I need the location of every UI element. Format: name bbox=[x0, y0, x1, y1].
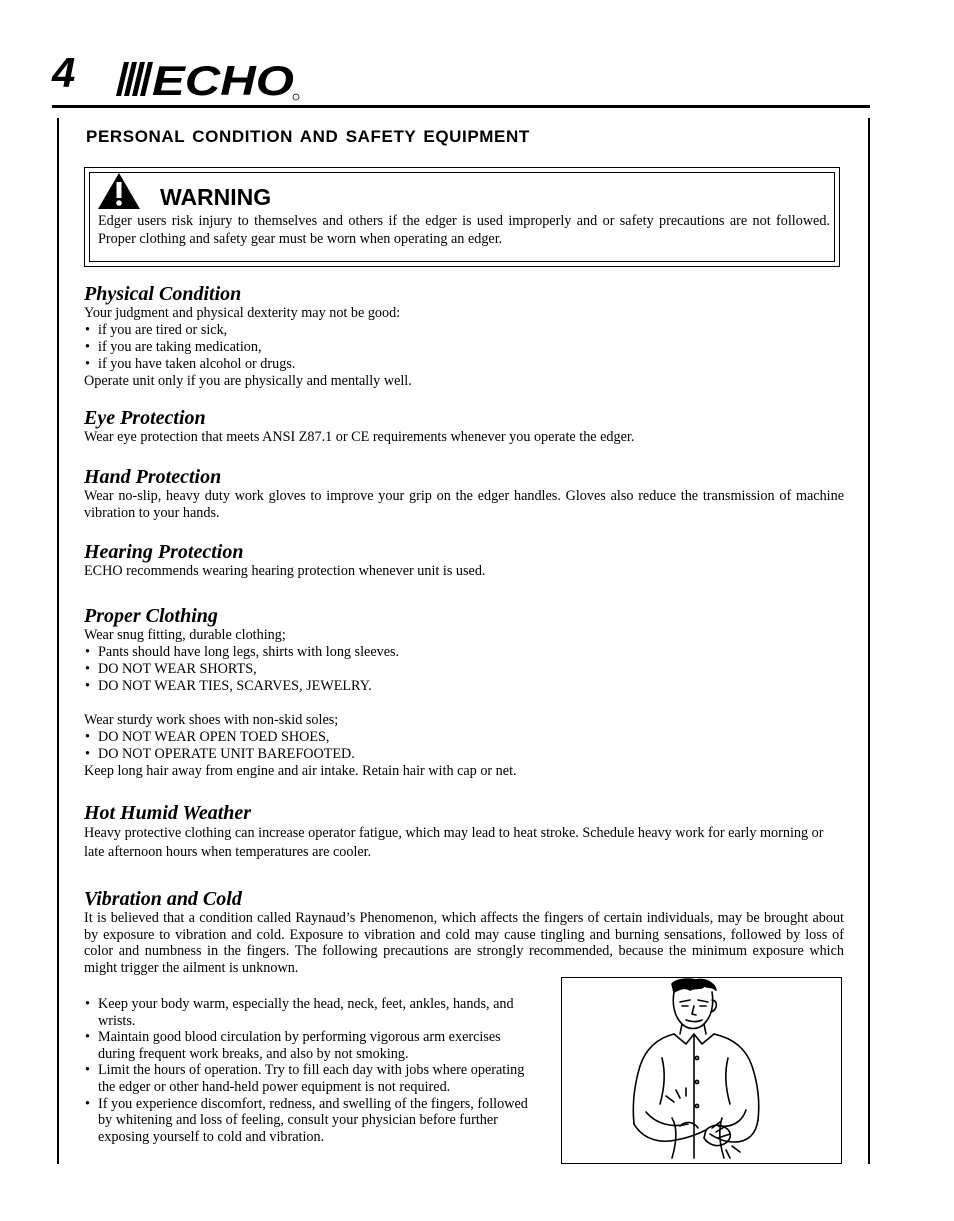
proper-clothing-outro: Keep long hair away from engine and air intake. Retain hair with cap or net. bbox=[84, 763, 517, 779]
hearing-protection-text: ECHO recommends wearing hearing protection whenever unit is used. bbox=[84, 563, 486, 579]
list-item: • DO NOT WEAR TIES, SCARVES, JEWELRY. bbox=[84, 678, 844, 695]
warning-text: Edger users risk injury to themselves and others if the edger is used improperly and or safety precautions are not followed. Proper clothing and safety gear must be worn when operating an edger. bbox=[98, 213, 830, 247]
list-item: • DO NOT WEAR OPEN TOED SHOES, bbox=[84, 729, 844, 746]
list-item: • Maintain good blood circulation by performing vigorous arm exercises during frequent work breaks, and also by not smoking. bbox=[84, 1029, 532, 1062]
hearing-protection-heading: Hearing Protection bbox=[84, 541, 244, 563]
physical-condition-heading: Physical Condition bbox=[84, 283, 242, 305]
warning-triangle-icon bbox=[96, 171, 142, 211]
eye-protection-text: Wear eye protection that meets ANSI Z87.1 or CE requirements whenever you operate the edger. bbox=[84, 429, 635, 445]
hand-protection-text: Wear no-slip, heavy duty work gloves to improve your grip on the edger handles. Gloves also reduce the transmission of machine vibration to your hands. bbox=[84, 488, 844, 521]
shoes-intro: Wear sturdy work shoes with non-skid soles; bbox=[84, 712, 339, 728]
hearing-protection-section bbox=[84, 541, 844, 580]
hot-weather-text: Heavy protective clothing can increase operator fatigue, which may lead to heat stroke. Schedule heavy work for early morning or late afternoon hours when temperatures are cooler. bbox=[84, 825, 824, 860]
vibration-cold-section bbox=[84, 888, 844, 976]
header-rule bbox=[52, 105, 870, 108]
proper-clothing-intro: Wear snug fitting, durable clothing; bbox=[84, 627, 286, 643]
echo-logo bbox=[112, 58, 304, 102]
vibration-precautions-list bbox=[84, 996, 532, 1145]
section-title: PERSONAL CONDITION AND SAFETY EQUIPMENT bbox=[86, 127, 530, 146]
list-item: • Pants should have long legs, shirts with long sleeves. bbox=[84, 644, 844, 661]
echo-logo-text: ECHO bbox=[152, 58, 294, 102]
man-rubbing-hands-illustration bbox=[562, 978, 843, 1165]
hand-protection-heading: Hand Protection bbox=[84, 466, 222, 488]
vibration-cold-text: It is believed that a condition called Raynaud’s Phenomenon, which affects the fingers of certain individuals, may be brought about by exposure to vibration and cold. Exposure to vibration and cold may cause tingling and burning sensations, followed by loss of color and numbness in the fingers. The following precautions are strongly recommended, because the minimum exposure which might trigger the ailment is unknown. bbox=[84, 910, 844, 976]
physical-condition-list bbox=[84, 322, 844, 373]
list-item: • DO NOT WEAR SHORTS, bbox=[84, 661, 844, 678]
list-item: • if you have taken alcohol or drugs. bbox=[84, 356, 844, 373]
physical-condition-outro: Operate unit only if you are physically and mentally well. bbox=[84, 373, 412, 389]
list-item: • if you are taking medication, bbox=[84, 339, 844, 356]
list-item: • if you are tired or sick, bbox=[84, 322, 844, 339]
vibration-precautions bbox=[84, 996, 532, 1145]
list-item: • Keep your body warm, especially the head, neck, feet, ankles, hands, and wrists. bbox=[84, 996, 532, 1029]
list-item: • Limit the hours of operation. Try to fill each day with jobs where operating the edger or other hand-held power equipment is not required. bbox=[84, 1062, 532, 1095]
hot-weather-section bbox=[84, 802, 844, 862]
list-item: • If you experience discomfort, redness, and swelling of the fingers, followed by whitening and loss of feeling, consult your physician before further exposing yourself to cold and vibration. bbox=[84, 1096, 532, 1146]
shoes-list bbox=[84, 729, 844, 763]
eye-protection-section bbox=[84, 407, 844, 446]
left-margin-rule bbox=[57, 118, 59, 1164]
illustration-frame bbox=[561, 977, 842, 1164]
physical-condition-section bbox=[84, 283, 844, 390]
hot-weather-heading: Hot Humid Weather bbox=[84, 802, 252, 824]
proper-clothing-section bbox=[84, 605, 844, 780]
page-number: 4 bbox=[52, 49, 76, 96]
list-item: • DO NOT OPERATE UNIT BAREFOOTED. bbox=[84, 746, 844, 763]
physical-condition-intro: Your judgment and physical dexterity may not be good: bbox=[84, 305, 401, 321]
warning-title: WARNING bbox=[160, 184, 272, 210]
eye-protection-heading: Eye Protection bbox=[84, 407, 206, 429]
proper-clothing-list bbox=[84, 644, 844, 695]
hand-protection-section bbox=[84, 466, 844, 522]
right-margin-rule bbox=[868, 118, 870, 1164]
proper-clothing-heading: Proper Clothing bbox=[84, 605, 218, 627]
vibration-cold-heading: Vibration and Cold bbox=[84, 888, 242, 910]
